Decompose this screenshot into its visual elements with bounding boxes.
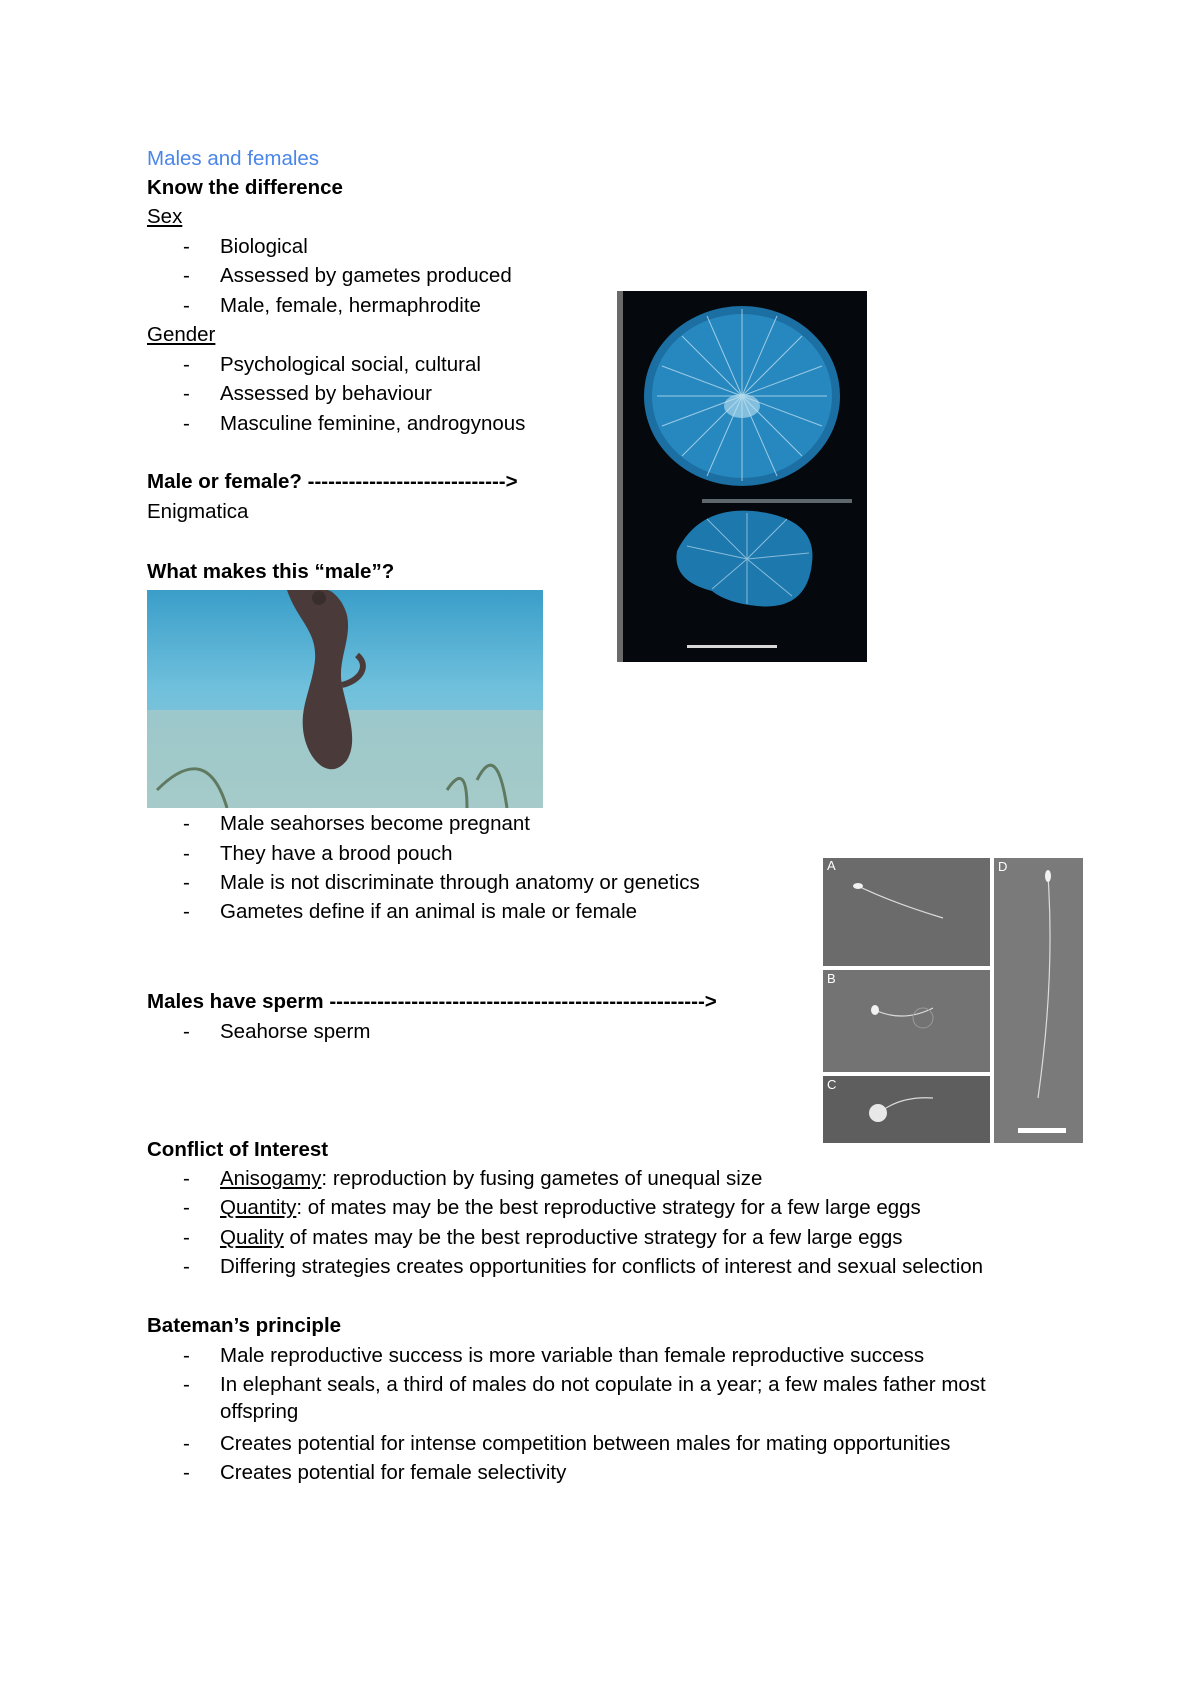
question-what-makes-male: What makes this “male”? — [147, 560, 395, 583]
panel-label-a: A — [827, 858, 836, 873]
sex-label: Sex — [147, 205, 183, 228]
males-have-sperm-heading: Males have sperm -------------------------------------------------------> — [147, 990, 717, 1013]
answer-enigmatica: Enigmatica — [147, 500, 249, 523]
enigmatica-photo — [617, 291, 867, 662]
subtitle: Know the difference — [147, 176, 343, 199]
seahorse-sperm-figure — [823, 858, 1083, 1143]
section-title: Males and females — [147, 147, 320, 170]
gender-label: Gender — [147, 323, 216, 346]
conflict-of-interest-heading: Conflict of Interest — [147, 1138, 329, 1161]
panel-label-d: D — [998, 859, 1008, 874]
panel-label-b: B — [827, 971, 836, 986]
seahorse-photo — [147, 590, 543, 808]
batemans-principle-heading: Bateman’s principle — [147, 1314, 342, 1337]
panel-label-c: C — [827, 1077, 837, 1092]
question-male-or-female: Male or female? -----------------------------> — [147, 470, 518, 493]
